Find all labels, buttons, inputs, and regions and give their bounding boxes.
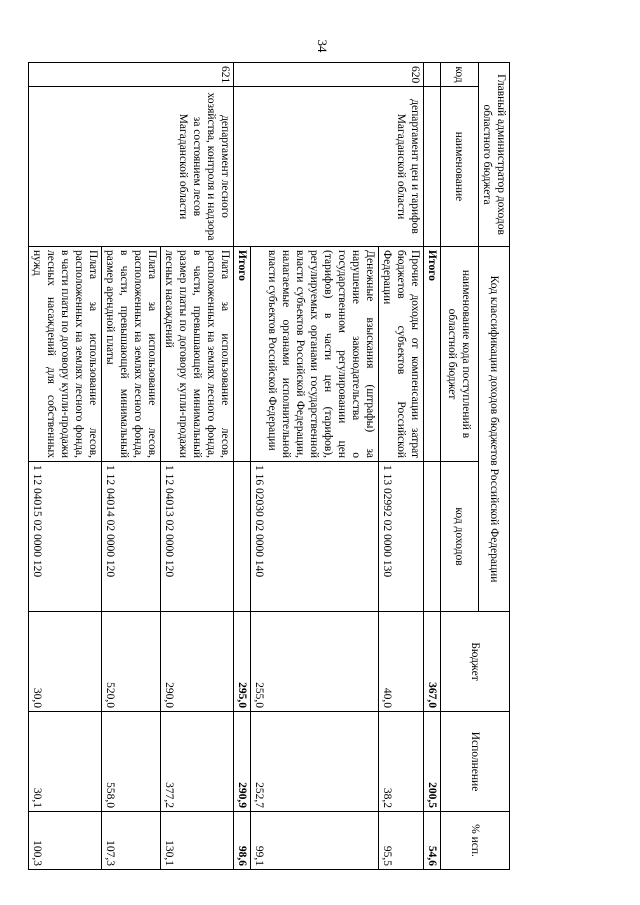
- revenue-code-cell: [233, 462, 250, 612]
- header-percent: % исп.: [440, 812, 509, 870]
- revenue-code-cell: 1 12 04015 02 0000 120: [28, 462, 101, 612]
- table-row: [423, 63, 440, 870]
- revenue-name-cell: Итого: [233, 247, 250, 462]
- report-table-container: [30, 62, 510, 869]
- header-admin-code: код: [440, 63, 478, 87]
- table-row: [160, 63, 233, 870]
- revenue-code-cell: [423, 462, 440, 612]
- execution-cell: 558,0: [101, 712, 160, 812]
- execution-cell: 290,9: [233, 712, 250, 812]
- execution-cell: 30,1: [28, 712, 101, 812]
- budget-cell: 40,0: [378, 612, 423, 712]
- header-classif-code: код доходов: [440, 462, 478, 612]
- budget-cell: 520,0: [101, 612, 160, 712]
- percent-cell: 98,6: [233, 812, 250, 870]
- percent-cell: 95,5: [378, 812, 423, 870]
- execution-cell: 377,2: [160, 712, 233, 812]
- execution-cell: 252,7: [250, 712, 378, 812]
- header-budget: Бюджет: [440, 612, 509, 712]
- table-row: [378, 63, 423, 870]
- budget-cell: 367,0: [423, 612, 440, 712]
- budget-cell: 255,0: [250, 612, 378, 712]
- revenue-code-cell: 1 16 02030 02 0000 140: [250, 462, 378, 612]
- percent-cell: 130,1: [160, 812, 233, 870]
- budget-cell: 30,0: [28, 612, 101, 712]
- budget-cell: 290,0: [160, 612, 233, 712]
- admin-code-cell: 621: [28, 63, 233, 87]
- percent-cell: 100,3: [28, 812, 101, 870]
- percent-cell: 54,6: [423, 812, 440, 870]
- revenue-name-cell: Денежные взыскания (штрафы) за нарушение законодательства о государственном регулировании цен (тарифов) в части цен (тарифов), регулируемых органами государственной власти субъектов Российской Федерации, налагаемые органами исполнительной власти субъектов Российской Федерации: [250, 247, 378, 462]
- header-classif-name: наименование кода поступлений в областной бюджет: [440, 247, 478, 462]
- revenue-table: [28, 62, 510, 870]
- header-admin-name: наименование: [440, 87, 478, 247]
- execution-cell: 38,2: [378, 712, 423, 812]
- percent-cell: 107,3: [101, 812, 160, 870]
- revenue-code-cell: 1 12 04014 02 0000 120: [101, 462, 160, 612]
- revenue-name-cell: Плата за использование лесов, расположенных на землях лесного фонда, в части платы по договору купли-продажи лесных насаждений для собственных нужд: [28, 247, 101, 462]
- header-admin-group: Главный администратор доходов областного бюджета: [478, 63, 509, 247]
- revenue-name-cell: Плата за использование лесов, расположенных на землях лесного фонда, в части, превышающей минимальный размер арендной платы: [101, 247, 160, 462]
- budget-cell: 295,0: [233, 612, 250, 712]
- admin-name-cell: департамент лесного хозяйства, контроля и надзора за состоянием лесов Магаданской области: [28, 87, 233, 247]
- revenue-name-cell: Итого: [423, 247, 440, 462]
- admin-code-cell: 620: [233, 63, 423, 87]
- revenue-code-cell: 1 12 04013 02 0000 120: [160, 462, 233, 612]
- admin-name-cell: [423, 87, 440, 247]
- header-classif-group: Код классификации доходов бюджетов Российской Федерации: [478, 247, 509, 612]
- admin-name-cell: департамент цен и тарифов Магаданской области: [233, 87, 423, 247]
- admin-code-cell: [423, 63, 440, 87]
- revenue-name-cell: Плата за использование лесов, расположенных на землях лесного фонда, в части, превышающей минимальный размер платы по договору купли-продажи лесных насаждений: [160, 247, 233, 462]
- page-number: 34: [315, 39, 330, 53]
- header-execution: Исполнение: [440, 712, 509, 812]
- execution-cell: 200,5: [423, 712, 440, 812]
- revenue-name-cell: Прочие доходы от компенсации затрат бюджетов субъектов Российской Федерации: [378, 247, 423, 462]
- percent-cell: 99,1: [250, 812, 378, 870]
- revenue-code-cell: 1 13 02992 02 0000 130: [378, 462, 423, 612]
